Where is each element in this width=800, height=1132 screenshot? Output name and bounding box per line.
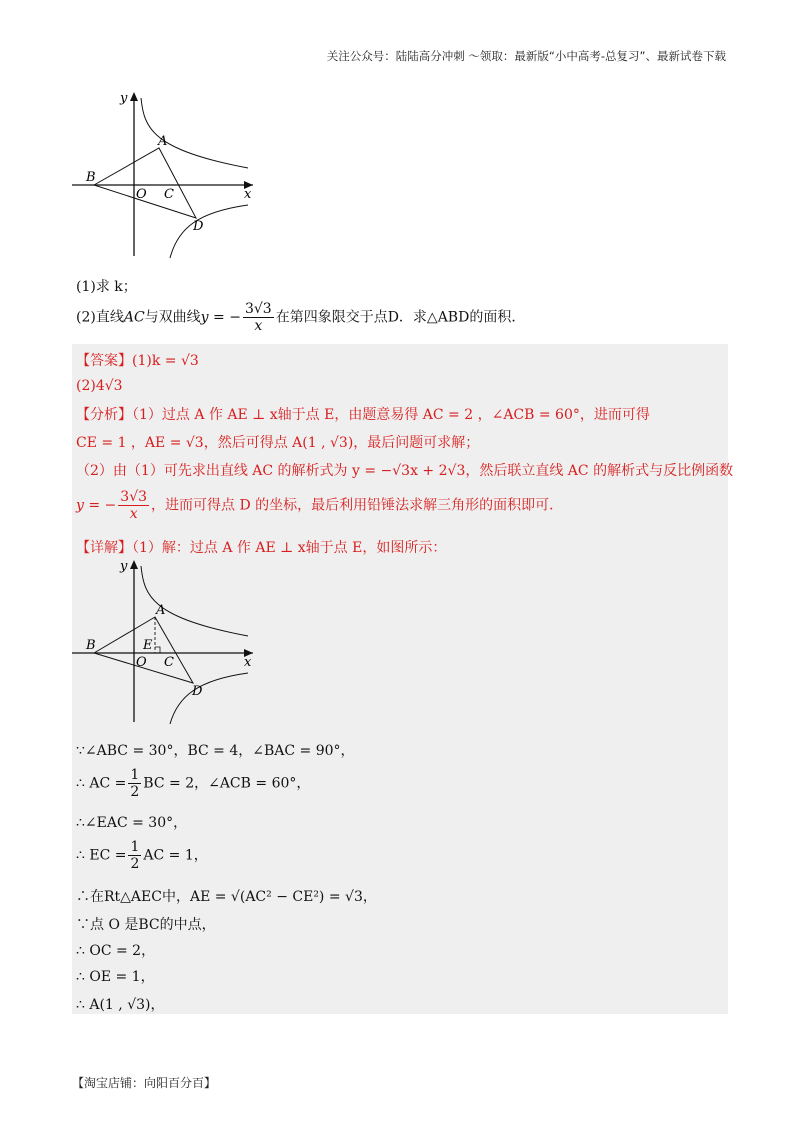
question-part2: [76, 302, 525, 333]
s4-num: 1: [130, 839, 140, 855]
s2-pre: ∴ AC =: [76, 775, 127, 792]
detail-intro-text: （1）解：过点 A 作 AE ⊥ x轴于点 E，如图所示：: [132, 540, 447, 556]
page-footer: 【淘宝店铺：向阳百分百】: [72, 1076, 217, 1090]
answer-line2: (2)4√3: [76, 378, 123, 394]
fig2-label-C: C: [164, 655, 174, 670]
analysis-line2: CE = 1 ，AE = √3，然后可得点 A(1 , √3)，最后问题可求解；: [76, 435, 480, 451]
analysis-1: （1）过点 A 作 AE ⊥ x轴于点 E，由题意易得 AC = 2 ，∠ACB = 60°，进而可得: [132, 407, 650, 423]
analysis-line1: [76, 404, 650, 424]
figure-hyperbola-triangle: [68, 88, 268, 263]
s2-num: 1: [130, 767, 140, 783]
q2-eq: y = −: [200, 309, 241, 326]
analysis4-fraction: [118, 490, 149, 521]
detail-step4: [76, 840, 208, 871]
analysis4-rest: ，进而可得点 D 的坐标，最后利用铅锤法求解三角形的面积即可．: [151, 497, 564, 514]
detail-step7: ∴ OC = 2，: [76, 943, 156, 959]
analysis-line4: [76, 490, 563, 521]
detail-step5: ∴在Rt△AEC中，AE = √(AC² − CE²) = √3，: [76, 889, 377, 905]
analysis4-den: x: [129, 506, 138, 522]
s2-den: 2: [130, 784, 140, 800]
fig1-label-O: O: [136, 187, 147, 202]
fig2-label-O: O: [136, 655, 147, 670]
fig1-label-C: C: [164, 187, 174, 202]
q2-ac: AC: [123, 309, 145, 326]
s4-fraction: [128, 840, 141, 871]
analysis-line3: （2）由（1）可先求出直线 AC 的解析式为 y = −√3x + 2√3，然后联立直线 AC 的解析式与反比例函数: [76, 463, 734, 479]
s4-pre: ∴ EC =: [76, 847, 127, 864]
figure-detail-hyperbola: [68, 556, 268, 726]
fig2-label-B: B: [86, 638, 96, 653]
fig1-label-D: D: [193, 219, 204, 234]
detail-step2: [76, 768, 310, 799]
fig1-label-y: y: [120, 91, 128, 106]
fig2-label-y: y: [120, 559, 128, 574]
fig2-label-E: E: [143, 638, 153, 653]
answer-tag: 【答案】: [76, 353, 132, 369]
q2-suffix: 在第四象限交于点D．求△ABD的面积．: [275, 309, 526, 326]
page-header: 关注公众号：陆陆高分冲刺 ～领取：最新版“小中高考-总复习”、最新试卷下载: [326, 49, 726, 63]
analysis4-num: 3√3: [120, 489, 148, 505]
fig2-label-x: x: [244, 655, 252, 670]
detail-step1: ∵∠ABC = 30°，BC = 4，∠BAC = 90°，: [76, 743, 355, 759]
fig2-label-D: D: [192, 684, 203, 699]
s4-den: 2: [130, 856, 140, 872]
analysis-tag: 【分析】: [76, 407, 132, 423]
detail-tag: 【详解】: [76, 540, 132, 556]
q2-mid: 与双曲线: [144, 309, 201, 326]
q2-frac-num: 3√3: [244, 301, 272, 317]
detail-intro: [76, 537, 446, 557]
fig1-label-B: B: [86, 170, 96, 185]
s4-post: AC = 1，: [143, 847, 208, 864]
detail-step6: ∵点 O 是BC的中点，: [76, 917, 216, 933]
q2-frac-den: x: [254, 318, 263, 334]
detail-step9: ∴ A(1 , √3)，: [76, 997, 165, 1013]
fig1-label-x: x: [244, 187, 252, 202]
detail-step3: ∴∠EAC = 30°，: [76, 815, 188, 831]
answer-1: (1)k = √3: [132, 353, 199, 369]
q2-fraction: [243, 302, 274, 333]
s2-post: BC = 2，∠ACB = 60°，: [143, 775, 311, 792]
q2-prefix: (2)直线: [76, 309, 124, 326]
question-part1: (1)求 k；: [76, 279, 137, 295]
answer-line1: [76, 350, 199, 370]
fig2-label-A: A: [156, 603, 166, 618]
detail-step8: ∴ OE = 1，: [76, 969, 155, 985]
s2-fraction: [128, 768, 141, 799]
fig1-label-A: A: [158, 134, 168, 149]
analysis4-eq: y = −: [76, 497, 117, 514]
